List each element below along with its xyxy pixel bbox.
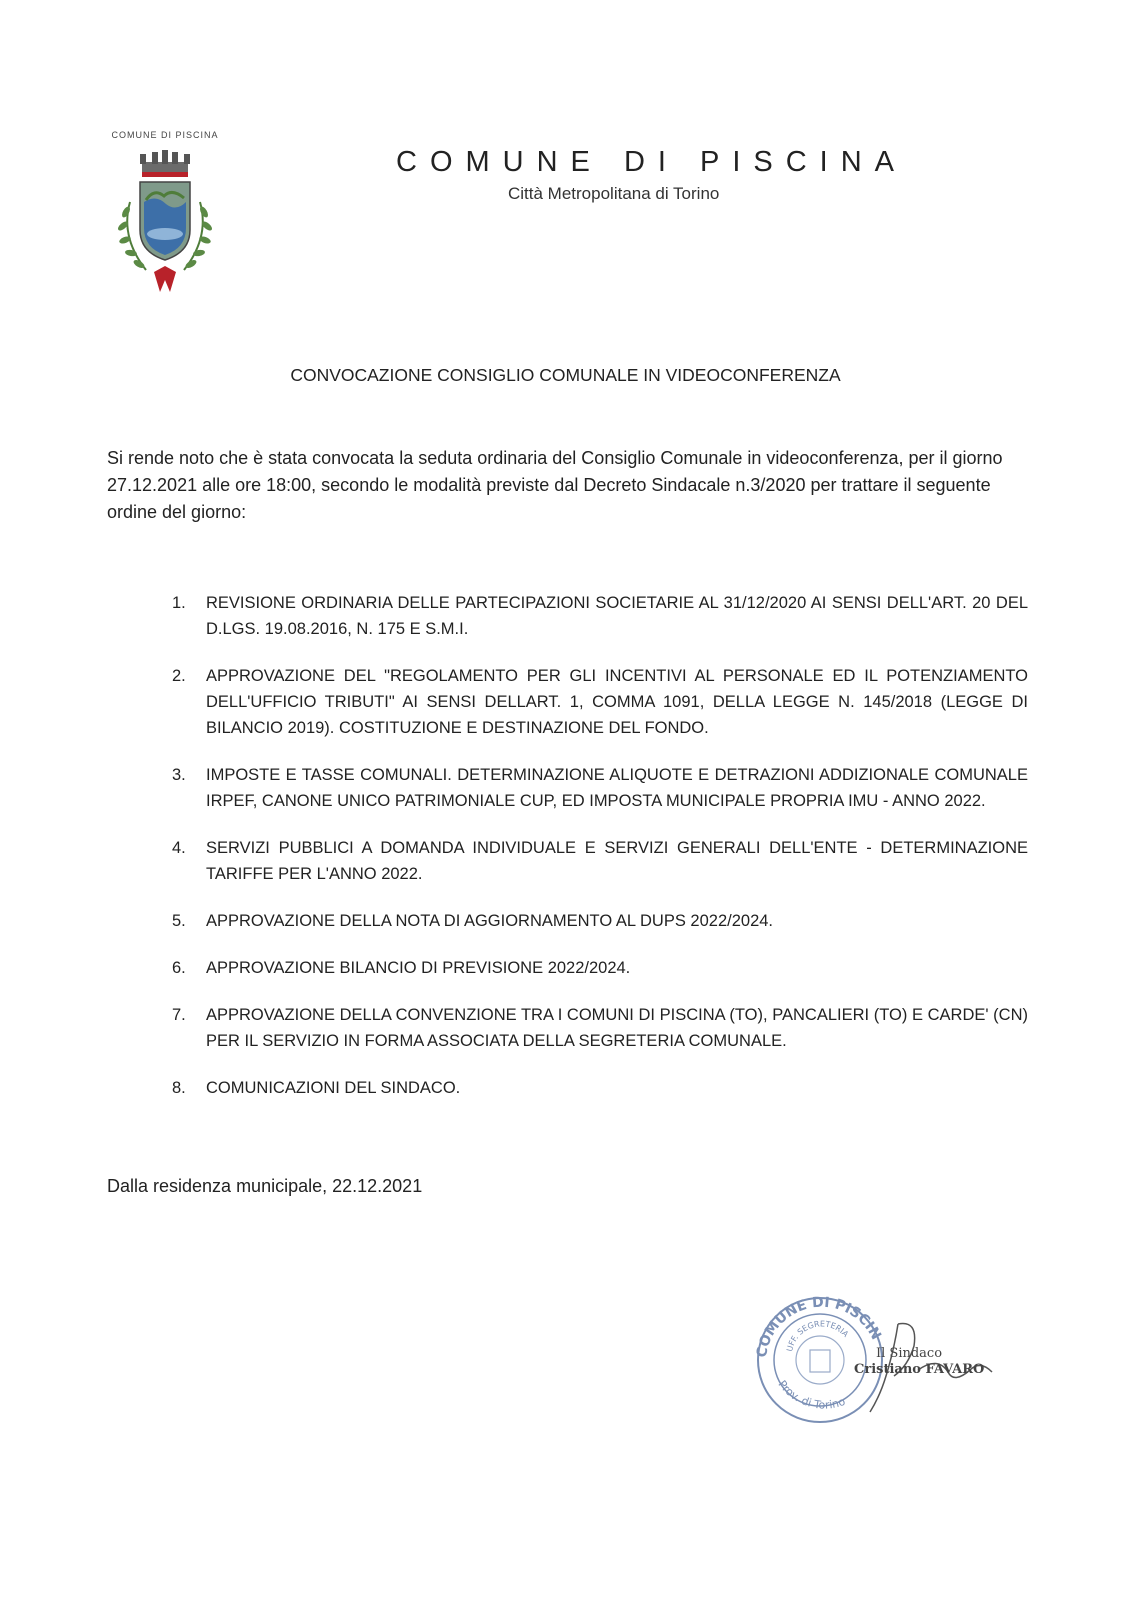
agenda-list — [172, 590, 1028, 1122]
agenda-item-number: 3. — [172, 766, 186, 784]
agenda-item-text: REVISIONE ORDINARIA DELLE PARTECIPAZIONI SOCIETARIE AL 31/12/2020 AI SENSI DELL'ART. 20 DEL D.LGS. 19.08.2016, N. 175 E S.M.I. — [206, 594, 1028, 638]
agenda-item-text: SERVIZI PUBBLICI A DOMANDA INDIVIDUALE E SERVIZI GENERALI DELL'ENTE - DETERMINAZIONE TARIFFE PER L'ANNO 2022. — [206, 839, 1028, 883]
stamp-outer-text: COMUNE DI PISCIN — [753, 1294, 884, 1359]
agenda-item-number: 1. — [172, 594, 186, 612]
municipality-title: COMUNE DI PISCINA — [396, 146, 908, 178]
stamp-inner-text: UFF. SEGRETERIA — [785, 1319, 851, 1353]
agenda-item — [172, 1075, 1028, 1101]
signer-role: Il Sindaco — [876, 1346, 943, 1361]
intro-paragraph: Si rende noto che è stata convocata la seduta ordinaria del Consiglio Comunale in videoconferenza, per il giorno 27.12.2021 alle ore 18:00, secondo le modalità previste dal Decreto Sindacale n.3/2020 per trattare il seguente ordine del giorno: — [107, 448, 1003, 522]
agenda-item — [172, 762, 1028, 814]
agenda-item-number: 7. — [172, 1006, 186, 1024]
municipal-crest — [106, 128, 224, 298]
stamp-bottom-text: Prov. di Torino — [775, 1377, 848, 1412]
agenda-item-number: 4. — [172, 839, 186, 857]
agenda-item — [172, 908, 1028, 934]
agenda-item — [172, 663, 1028, 741]
municipality-subtitle: Città Metropolitana di Torino — [508, 184, 720, 203]
agenda-item — [172, 590, 1028, 642]
agenda-item-number: 6. — [172, 959, 186, 977]
signer-name: Cristiano FAVARO — [854, 1362, 985, 1377]
agenda-item — [172, 835, 1028, 887]
agenda-item-text: COMUNICAZIONI DEL SINDACO. — [206, 1079, 461, 1097]
crest-caption: COMUNE DI PISCINA — [111, 130, 219, 140]
agenda-item — [172, 955, 1028, 981]
agenda-item-text: APPROVAZIONE DELLA CONVENZIONE TRA I COMUNI DI PISCINA (TO), PANCALIERI (TO) E CARDE' (CN) PER IL SERVIZIO IN FORMA ASSOCIATA DELLA SEGRETERIA COMUNALE. — [206, 1006, 1028, 1050]
agenda-item-number: 2. — [172, 667, 186, 685]
agenda-item-number: 8. — [172, 1079, 186, 1097]
agenda-item-text: APPROVAZIONE DEL "REGOLAMENTO PER GLI INCENTIVI AL PERSONALE ED IL POTENZIAMENTO DELL'UFFICIO TRIBUTI" AI SENSI DELLART. 1, COMMA 1091, DELLA LEGGE N. 145/2018 (LEGGE DI BILANCIO 2019). COSTITUZIONE E DESTINAZIONE DEL FONDO. — [206, 667, 1028, 737]
signature-block — [854, 1346, 984, 1377]
closing-line: Dalla residenza municipale, 22.12.2021 — [107, 1176, 423, 1196]
coat-of-arms-icon — [106, 142, 224, 298]
agenda-item-text: IMPOSTE E TASSE COMUNALI. DETERMINAZIONE ALIQUOTE E DETRAZIONI ADDIZIONALE COMUNALE IRPEF, CANONE UNICO PATRIMONIALE CUP, ED IMPOSTA MUNICIPALE PROPRIA IMU - ANNO 2022. — [206, 766, 1028, 810]
agenda-item — [172, 1002, 1028, 1054]
agenda-item-number: 5. — [172, 912, 186, 930]
document-heading: CONVOCAZIONE CONSIGLIO COMUNALE IN VIDEOCONFERENZA — [290, 365, 841, 385]
agenda-item-text: APPROVAZIONE DELLA NOTA DI AGGIORNAMENTO AL DUPS 2022/2024. — [206, 912, 774, 930]
agenda-item-text: APPROVAZIONE BILANCIO DI PREVISIONE 2022/2024. — [206, 959, 631, 977]
